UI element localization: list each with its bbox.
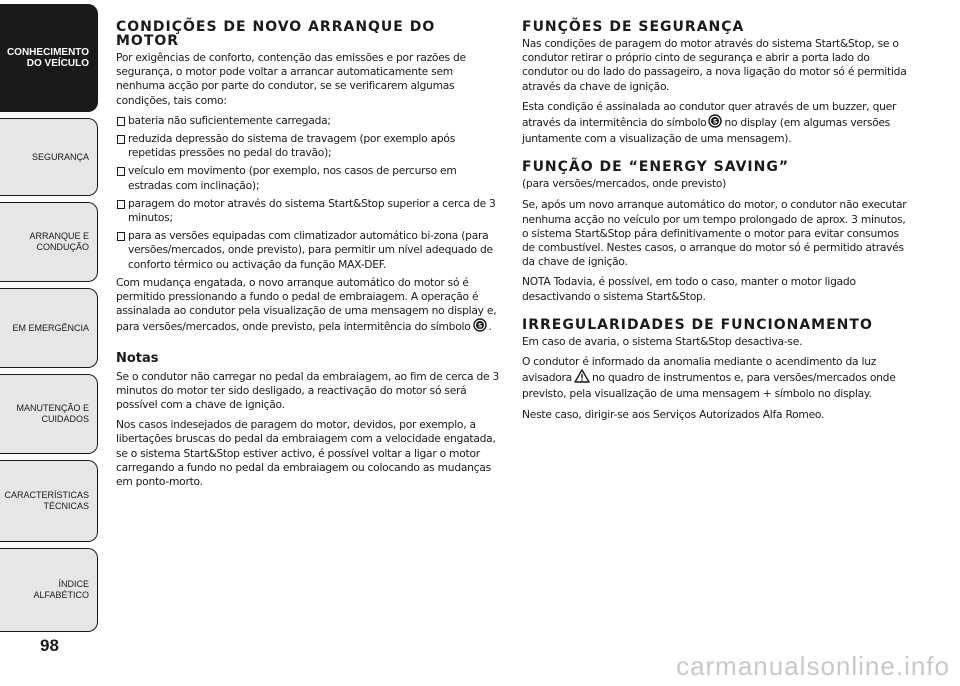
paragraph-seguranca-2: Esta condição é assinalada ao condutor quer através de um buzzer, quer através da intermitência do símbolo S no display (em algumas versões juntamente com a visualização de uma mensagem). — [522, 99, 897, 146]
paragraph-servicos-autorizados: Neste caso, dirigir-se aos Serviços Autorizados Alfa Romeo. — [522, 407, 825, 421]
start-stop-icon — [708, 114, 722, 132]
heading-notas: Notas — [116, 350, 159, 366]
tab-manutencao-e-cuidados[interactable]: MANUTENÇÃO E CUIDADOS — [0, 374, 98, 454]
intro-paragraph: Por exigências de conforto, contenção das emissões e por razões de segurança, o motor pode voltar a arrancar automaticamente sem nenhuma acção por parte do condutor, se se verificarem algumas condições, tais como: — [116, 51, 466, 107]
paragraph-seguranca-1: Nas condições de paragem do motor através do sistema Start&Stop, se o condutor retirar o próprio cinto de segurança e abrir a porta lado do condutor ou do lado do passageiro, a nova ligação do motor só é permitida através da chave de ignição. — [522, 37, 907, 93]
notes-paragraph-2: Nos casos indesejados de paragem do motor, devidos, por exemplo, a libertações bruscas do pedal da embraiagem com a velocidade engatada, se o sistema Start&Stop estiver activo, é possível voltar a ligar o motor carregando a fundo no pedal da embraiagem ou colocando as mudanças em ponto-morto. — [116, 418, 496, 489]
svg-text:S: S — [477, 322, 482, 330]
paragraph-mudanca-engatada: Com mudança engatada, o novo arranque automático do motor só é permitido pressionando a fundo o pedal de embraiagem. A operação é assinalada ao condutor pela visualização de uma mensagem no display e, para versões/mercados, onde previsto, pela intermitência do símbolo S . — [116, 276, 500, 337]
heading-funcoes-de-seguranca: FUNÇÕES DE SEGURANÇA — [522, 19, 745, 35]
page-number: 98 — [40, 636, 59, 655]
paragraph-energy-saving: Se, após um novo arranque automático do motor, o condutor não executar nenhuma acção no veículo por um tempo prolongado de aprox. 3 minutos, o sistema Start&Stop pára definitivamente o motor para evitar consumos de combustível. Nestes casos, o arranque do motor só é permitido através da chave de ignição. — [522, 198, 907, 269]
right-column — [522, 8, 910, 428]
paragraph-avaria: Em caso de avaria, o sistema Start&Stop desactiva-se. — [522, 334, 803, 348]
heading-novo-arranque: CONDIÇÕES DE NOVO ARRANQUE DO MOTOR — [116, 19, 436, 49]
warning-triangle-icon — [574, 369, 590, 387]
left-column — [116, 8, 500, 495]
paragraph-luz-avisadora: O condutor é informado da anomalia mediante o acendimento da luz avisadora no quadro de instrumentos e, para versões/mercados onde previsto, pela visualização de uma mensagem + símbolo no display. — [522, 355, 896, 401]
tab-caracteristicas-tecnicas[interactable]: CARACTERÍSTICAS TÉCNICAS — [0, 460, 98, 542]
energy-saving-subtitle: (para versões/mercados, onde previsto) — [522, 177, 727, 191]
watermark: carmanualsonline.info — [676, 651, 950, 681]
list-item: paragem do motor através do sistema Start&Stop superior a cerca de 3 minutos; — [116, 197, 500, 225]
tab-conhecimento-do-veiculo[interactable]: CONHECIMENTO DO VEÍCULO — [0, 4, 98, 112]
heading-energy-saving: FUNÇÃO DE “ENERGY SAVING” — [522, 159, 790, 176]
paragraph-nota: NOTA Todavia, é possível, em todo o caso, manter o motor ligado desactivando o sistema Start&Stop. — [522, 275, 856, 303]
start-stop-icon — [473, 318, 487, 336]
svg-text:S: S — [713, 118, 718, 126]
tab-seguranca[interactable]: SEGURANÇA — [0, 118, 98, 196]
sidebar — [0, 0, 100, 686]
heading-irregularidades: IRREGULARIDADES DE FUNCIONAMENTO — [522, 316, 873, 333]
tab-em-emergencia[interactable]: EM EMERGÊNCIA — [0, 288, 98, 368]
tab-indice-alfabetico[interactable]: ÍNDICE ALFABÉTICO — [0, 548, 98, 632]
list-item: veículo em movimento (por exemplo, nos casos de percurso em estradas com inclinação); — [116, 164, 500, 192]
list-item: reduzida depressão do sistema de travagem (por exemplo após repetidas pressões no pedal do travão); — [116, 132, 500, 160]
list-item: bateria não suficientemente carregada; — [116, 114, 500, 128]
notes-paragraph-1: Se o condutor não carregar no pedal da embraiagem, ao fim de cerca de 3 minutos do motor ter sido desligado, a reactivação do motor só será possível com a chave de ignição. — [116, 369, 500, 412]
tab-arranque-e-conducao[interactable]: ARRANQUE E CONDUÇÃO — [0, 202, 98, 282]
list-item: para as versões equipadas com climatizador automático bi-zona (para versões/mercados, onde previsto), para permitir um nível adequado de conforto térmico ou activação da função MAX-DEF. — [116, 229, 500, 272]
